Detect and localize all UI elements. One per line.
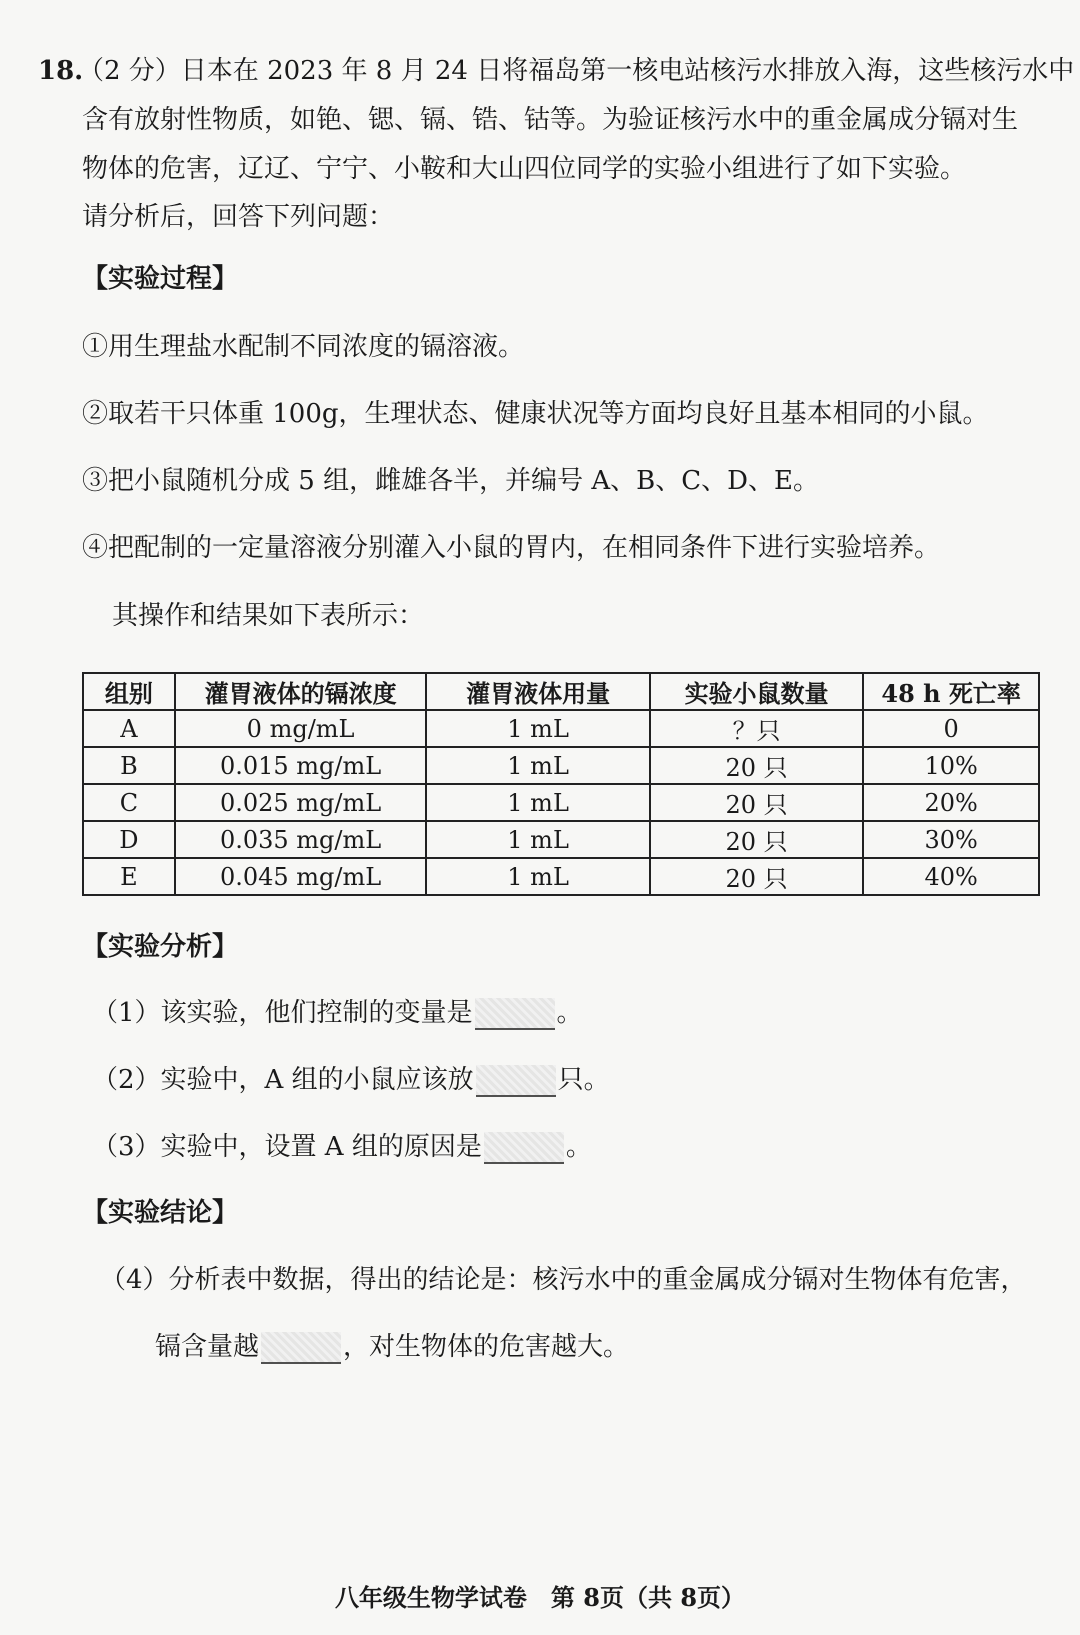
cell-concentration: 0.045 mg/mL: [175, 858, 427, 895]
question-number: 18.: [38, 56, 84, 86]
analysis-q1: [92, 996, 583, 1030]
cell-mouse-count: ？只: [650, 710, 863, 747]
cell-group: E: [83, 858, 175, 895]
table-row: [83, 784, 1039, 821]
cell-group: C: [83, 784, 175, 821]
cell-mouse-count: 20 只: [650, 747, 863, 784]
cell-group: A: [83, 710, 175, 747]
table-row: [83, 821, 1039, 858]
cell-concentration: 0.035 mg/mL: [175, 821, 427, 858]
cell-concentration: 0.015 mg/mL: [175, 747, 427, 784]
table-intro: 其操作和结果如下表所示：: [112, 601, 425, 631]
cell-volume: 1 mL: [426, 747, 649, 784]
analysis-q3: [92, 1130, 592, 1164]
cell-volume: 1 mL: [426, 858, 649, 895]
header-group: 组别: [83, 673, 175, 710]
answer-blank-4[interactable]: [261, 1332, 341, 1364]
cell-mortality: 0: [863, 710, 1039, 747]
q2-end: 只。: [557, 1065, 610, 1095]
cell-group: D: [83, 821, 175, 858]
conclusion-heading: 【实验结论】: [82, 1198, 239, 1228]
cell-mortality: 30%: [863, 821, 1039, 858]
answer-blank-2[interactable]: [476, 1065, 556, 1097]
process-step-2: ②取若干只体重 100g，生理状态、健康状况等方面均良好且基本相同的小鼠。: [82, 399, 989, 429]
q4-text: 镉含量越: [155, 1332, 260, 1362]
process-heading: 【实验过程】: [82, 264, 239, 294]
header-volume: 灌胃液体用量: [426, 673, 649, 710]
cell-concentration: 0 mg/mL: [175, 710, 427, 747]
cell-group: B: [83, 747, 175, 784]
q4-end: ，对生物体的危害越大。: [343, 1332, 630, 1362]
process-step-4: ④把配制的一定量溶液分别灌入小鼠的胃内，在相同条件下进行实验培养。: [82, 533, 941, 563]
q2-text: （2）实验中，A 组的小鼠应该放: [92, 1065, 474, 1095]
header-concentration: 灌胃液体的镉浓度: [175, 673, 427, 710]
page-footer: 八年级生物学试卷 第 8页（共 8页）: [334, 1583, 746, 1612]
conclusion-q4-line2: [155, 1330, 629, 1364]
intro-line-3: 物体的危害，辽辽、宁宁、小鞍和大山四位同学的实验小组进行了如下实验。: [82, 154, 967, 184]
intro-line-2: 含有放射性物质，如铯、锶、镉、锆、钴等。为验证核污水中的重金属成分镉对生: [82, 105, 1019, 135]
process-step-3: ③把小鼠随机分成 5 组，雌雄各半，并编号 A、B、C、D、E。: [82, 466, 819, 496]
answer-blank-3[interactable]: [484, 1132, 564, 1164]
header-mortality: 48 h 死亡率: [863, 673, 1039, 710]
header-mouse-count: 实验小鼠数量: [650, 673, 863, 710]
cell-volume: 1 mL: [426, 710, 649, 747]
results-table: [82, 672, 1040, 896]
cell-volume: 1 mL: [426, 784, 649, 821]
q1-end: 。: [556, 998, 583, 1028]
table-header-row: [83, 673, 1039, 710]
analysis-q2: [92, 1063, 610, 1097]
analysis-heading: 【实验分析】: [82, 932, 239, 962]
cell-volume: 1 mL: [426, 821, 649, 858]
q3-end: 。: [565, 1132, 592, 1162]
cell-concentration: 0.025 mg/mL: [175, 784, 427, 821]
intro-line-1: （2 分）日本在 2023 年 8 月 24 日将福岛第一核电站核污水排放入海，这些核污水中: [78, 56, 1075, 86]
table-row: [83, 710, 1039, 747]
cell-mouse-count: 20 只: [650, 821, 863, 858]
answer-blank-1[interactable]: [475, 998, 555, 1030]
q3-text: （3）实验中，设置 A 组的原因是: [92, 1132, 482, 1162]
process-step-1: ①用生理盐水配制不同浓度的镉溶液。: [82, 332, 525, 362]
q1-text: （1）该实验，他们控制的变量是: [92, 998, 473, 1028]
cell-mortality: 20%: [863, 784, 1039, 821]
cell-mortality: 10%: [863, 747, 1039, 784]
intro-line-4: 请分析后，回答下列问题：: [82, 202, 395, 232]
cell-mortality: 40%: [863, 858, 1039, 895]
table-row: [83, 747, 1039, 784]
cell-mouse-count: 20 只: [650, 858, 863, 895]
table-row: [83, 858, 1039, 895]
conclusion-q4-line1: （4）分析表中数据，得出的结论是：核污水中的重金属成分镉对生物体有危害，: [100, 1265, 1027, 1295]
cell-mouse-count: 20 只: [650, 784, 863, 821]
